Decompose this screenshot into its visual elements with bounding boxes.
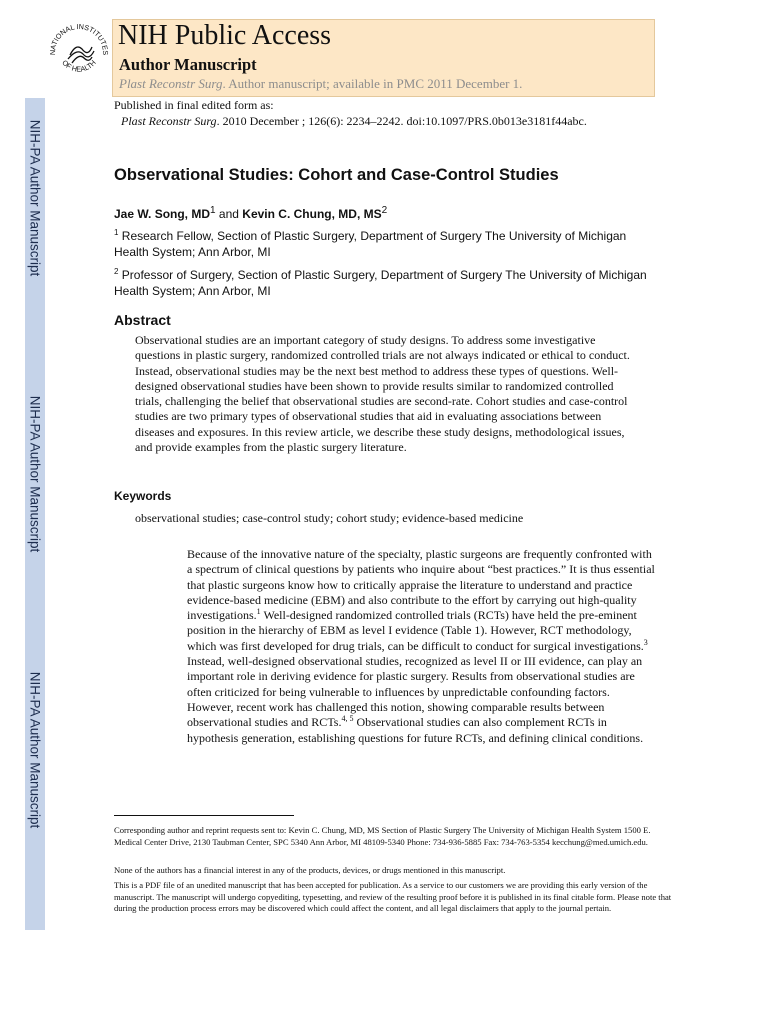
author-2: Kevin C. Chung, MD, MS <box>242 207 382 221</box>
svg-text:NATIONAL INSTITUTES <box>48 22 110 55</box>
affiliation-1 <box>114 225 659 260</box>
footnote-disclosure: None of the authors has a financial interest in any of the products, devices, or drugs mentioned in this manuscript. <box>114 865 506 875</box>
header-citation <box>119 76 522 92</box>
body-part-1: Because of the innovative nature of the specialty, plastic surgeons are frequently confronted with a spectrum of clinical questions by patients who inquire about “best practices.” It is thus essential that plastic surgeons know how to critically appraise the literature to understand and practice evidence-based medicine (EBM) and also contribute to the effort by carrying out high-quality investigations. <box>187 547 655 623</box>
svg-text:OF HEALTH <box>60 58 97 74</box>
logo-bottom-text: OF HEALTH <box>60 58 98 74</box>
body-part-4: Observational studies can also complement RCTs in hypothesis generation, establishing questions for future RCTs, and defining clinical conditions. <box>187 715 644 745</box>
published-journal: Plast Reconstr Surg <box>121 114 217 128</box>
reference-4-5[interactable]: 4, 5 <box>341 714 354 724</box>
sidebar-label: NIH-PA Author Manuscript <box>27 671 43 829</box>
affiliation-1-text: Research Fellow, Section of Plastic Surgery, Department of Surgery The University of Michigan Health System; Ann Arbor, MI <box>114 229 627 259</box>
body-part-2: Well-designed randomized controlled trials (RCTs) have held the pre-eminent position in the hierarchy of EBM as level I evidence (Table 1). However, RCT methodology, which was first developed for drug trials, can be difficult to conduct for surgical investigations. <box>187 608 644 653</box>
author-1-sup: 1 <box>210 205 216 216</box>
sidebar-label: NIH-PA Author Manuscript <box>27 395 43 553</box>
author-conjunction: and <box>215 207 243 221</box>
author-2-sup: 2 <box>381 205 388 216</box>
published-citation <box>121 114 587 129</box>
affiliation-2-num: 2 <box>114 267 119 276</box>
published-label: Published in final edited form as: <box>114 98 274 112</box>
footnote-correspondence: Corresponding author and reprint requests sent to: Kevin C. Chung, MD, MS Section of Plastic Surgery The University of Michigan Health System 1500 E. Medical Center Drive, 2130 Taubman Center, SPC 5340 Ann Arbor, MI 48109-5340 Phone: 734-936-5885 Fax: 734-763-5354 kecchung@med.umich.edu. <box>114 825 651 847</box>
affiliation-2-text: Professor of Surgery, Section of Plastic Surgery, Department of Surgery The University of Michigan Health System; Ann Arbor, MI <box>114 268 647 298</box>
sidebar-label: NIH-PA Author Manuscript <box>27 119 43 277</box>
keywords-text: observational studies; case-control study; cohort study; evidence-based medicine <box>135 511 524 525</box>
body-part-3: Instead, well-designed observational studies, recognized as level II or III evidence, can play an important role in deriving evidence for plastic surgery. Results from observational studies are often criticized for being vulnerable to influences by unpredictable confounding factors. However, recent work has challenged this notion, showing comparable results between observational studies and RCTs. <box>187 654 643 730</box>
citation-availability: . Author manuscript; available in PMC 2011 December 1. <box>222 76 523 91</box>
article-title: Observational Studies: Cohort and Case-Control Studies <box>114 166 559 184</box>
published-details: . 2010 December ; 126(6): 2234–2242. doi:10.1097/PRS.0b013e3181f44abc. <box>216 114 587 128</box>
header-subtitle: Author Manuscript <box>119 55 257 74</box>
header-banner <box>112 19 655 97</box>
header-title: NIH Public Access <box>118 20 332 51</box>
affiliation-2 <box>114 264 659 299</box>
abstract-text: Observational studies are an important category of study designs. To address some investigative questions in plastic surgery, randomized controlled trials are not always indicated or ethical to conduct. Instead, observational studies may be the next best method to address these types of questions. Well-designed observational studies have been shown to provide results similar to randomized controlled trials, challenging the belief that observational studies are second-rate. Cohort studies and case-control studies are two primary types of observational studies that aid in evaluating associations between diseases and exposures. In this review article, we describe these study designs, methodological issues, and provide examples from the plastic surgery literature. <box>135 333 630 455</box>
logo-top-text: NATIONAL INSTITUTES <box>47 21 111 56</box>
sidebar <box>25 98 45 930</box>
reference-1[interactable]: 1 <box>256 607 261 617</box>
nih-seal-icon <box>46 17 112 83</box>
keywords-heading: Keywords <box>114 489 172 503</box>
reference-3[interactable]: 3 <box>643 637 648 647</box>
footnote-disclaimer: This is a PDF file of an unedited manuscript that has been accepted for publication. As a service to our customers we are providing this early version of the manuscript. The manuscript will undergo copyediting, typesetting, and review of the resulting proof before it is published in its final citable form. Please note that during the production process errors may be discovered which could affect the content, and all legal disclaimers that apply to the journal pertain. <box>114 880 672 914</box>
abstract-heading: Abstract <box>114 312 171 328</box>
author-1: Jae W. Song, MD <box>114 207 211 221</box>
affiliation-1-num: 1 <box>114 228 119 237</box>
citation-journal: Plast Reconstr Surg <box>119 76 223 91</box>
footnote-rule <box>114 815 294 816</box>
body-paragraph <box>187 547 657 746</box>
author-line <box>114 205 387 221</box>
